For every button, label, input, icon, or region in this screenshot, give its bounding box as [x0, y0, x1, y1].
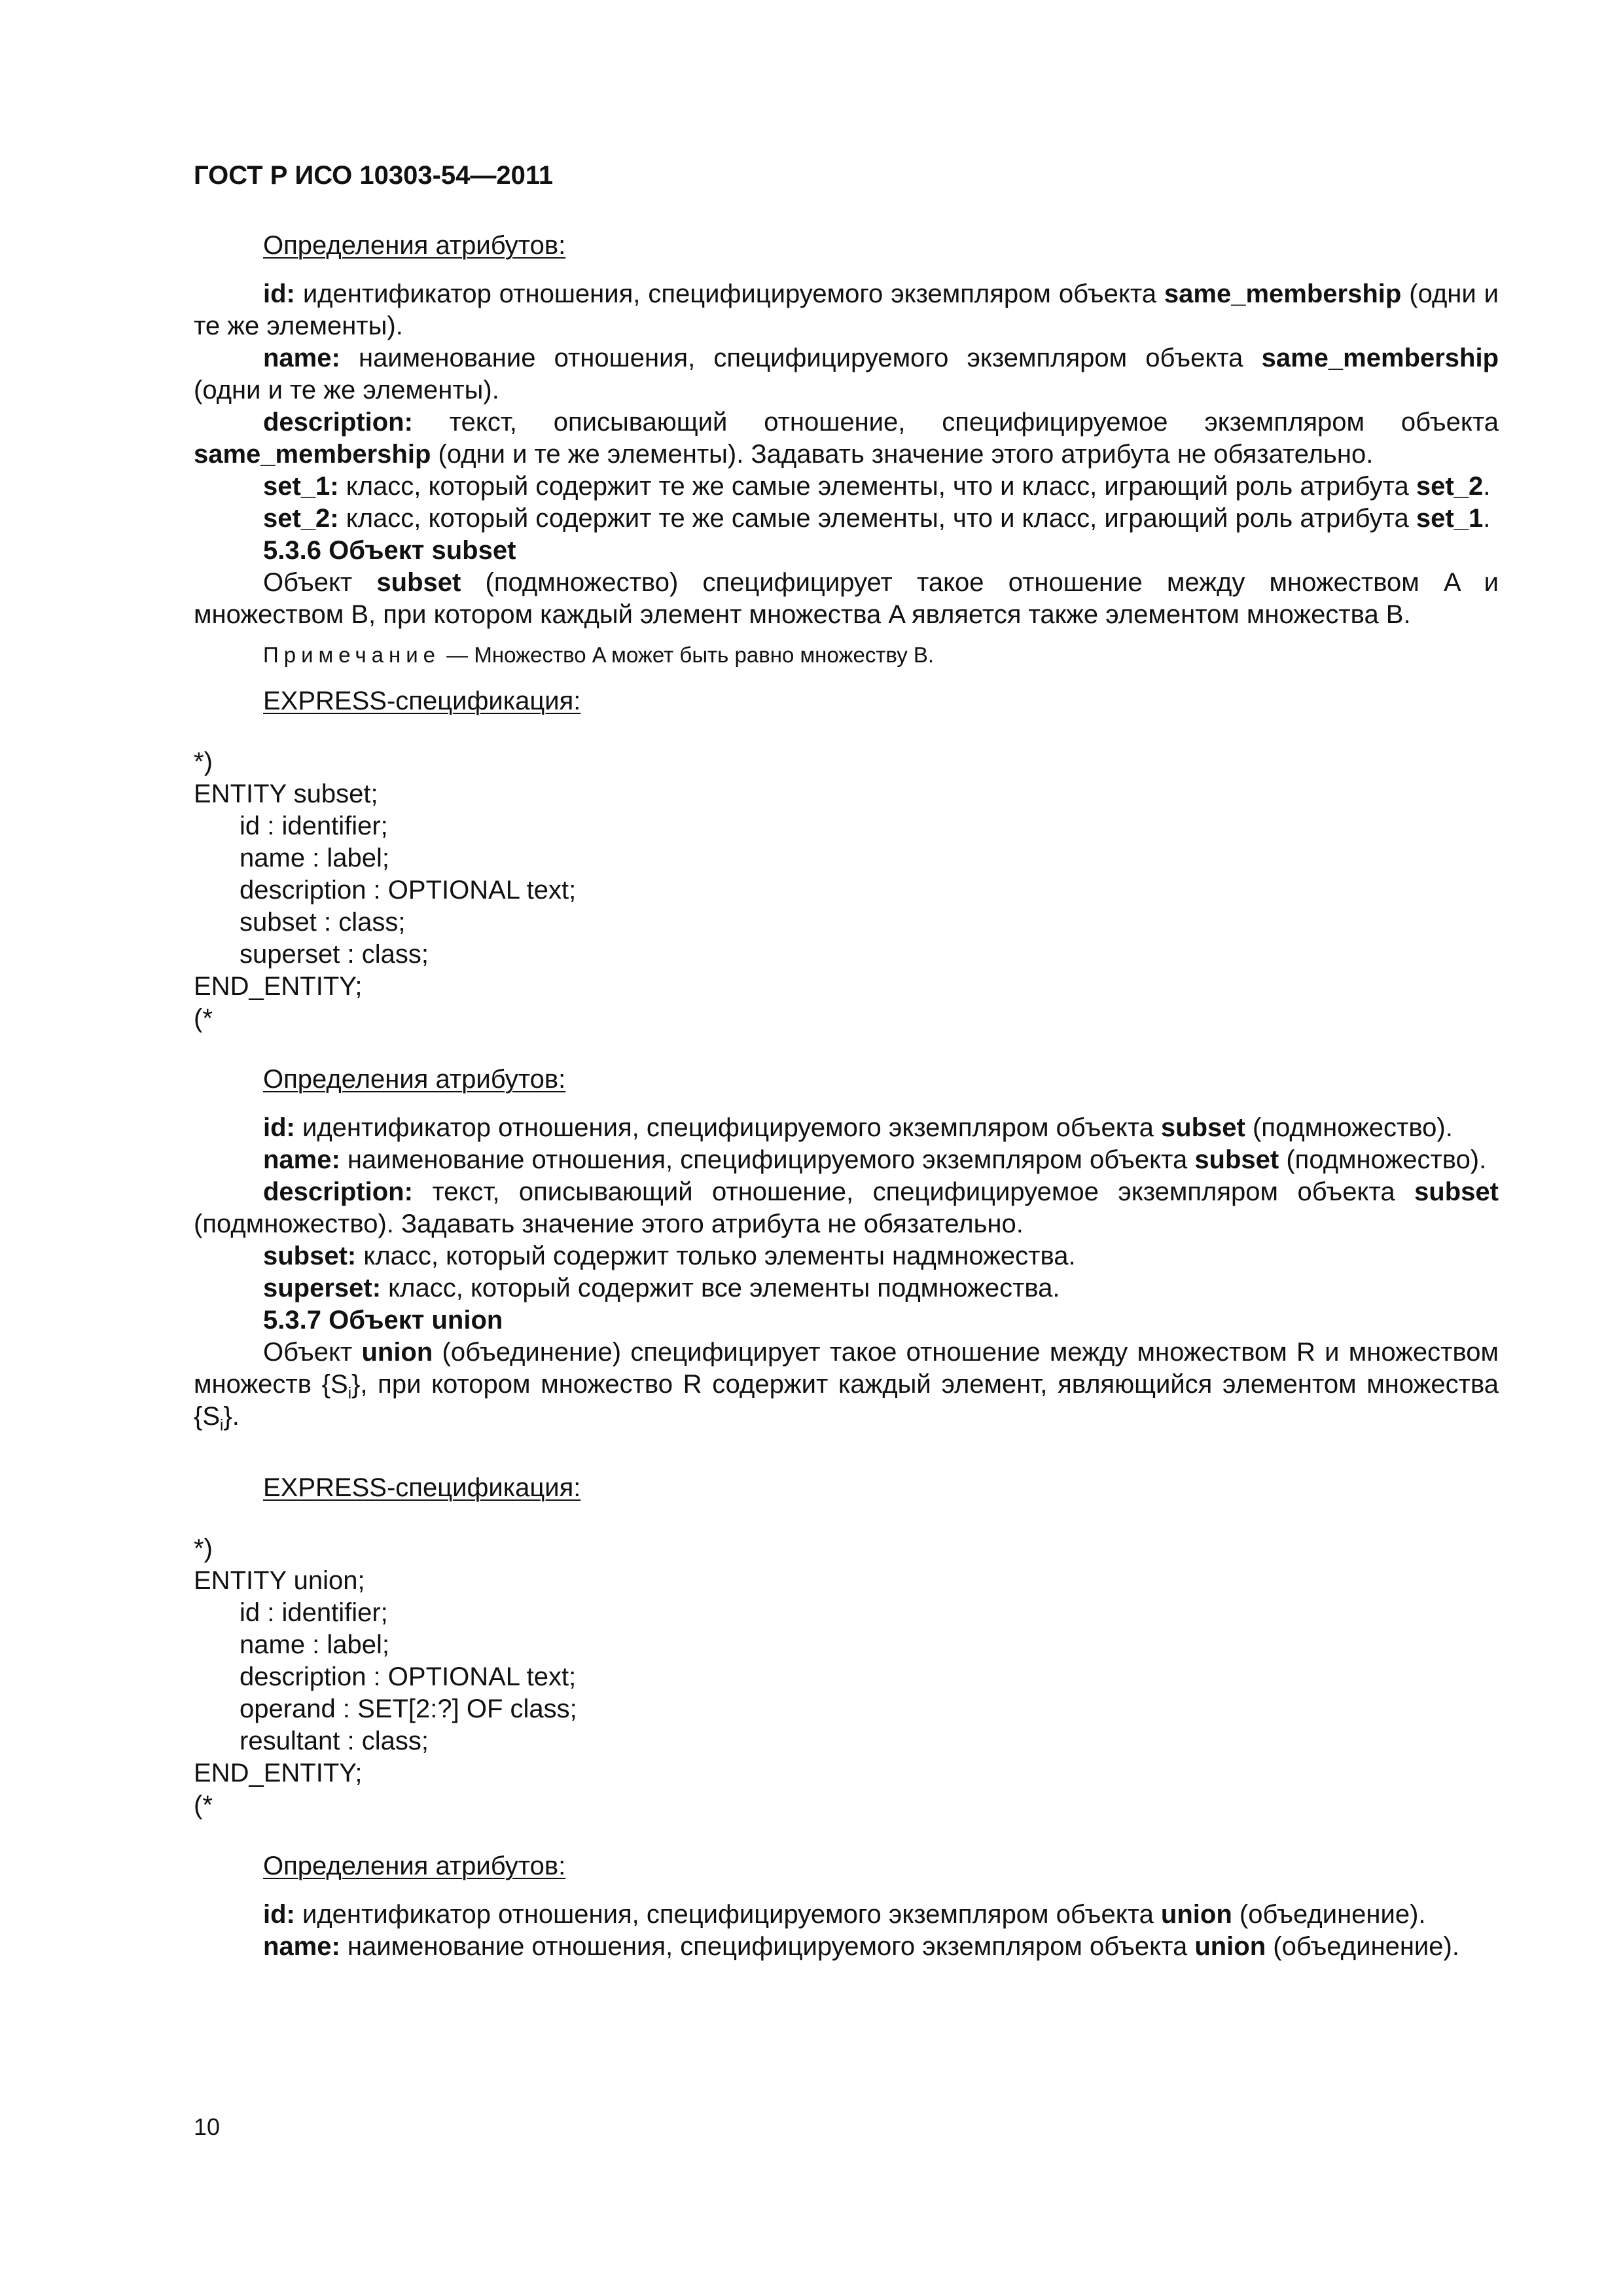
- definition-subset: subset: класс, который содержит только элементы надмножества.: [263, 1242, 1076, 1270]
- definition-id: id: идентификатор отношения, специфицируемого экземпляром объекта subset (подмножество).: [263, 1113, 1453, 1142]
- definition-superset: superset: класс, который содержит все элементы подмножества.: [263, 1274, 1060, 1302]
- definition-id: id: идентификатор отношения, специфицируемого экземпляром объекта same_membership (одни и те же элементы).: [194, 279, 1499, 340]
- page-body: [194, 230, 1499, 1963]
- attribute-definitions-heading: [194, 230, 1499, 262]
- code-line: description : OPTIONAL text;: [240, 1662, 577, 1691]
- attribute-definitions-heading: Определения атрибутов:: [263, 1852, 566, 1880]
- code-line: superset : class;: [240, 940, 429, 969]
- code-line: END_ENTITY;: [194, 972, 363, 1001]
- code-line: name : label;: [240, 1630, 390, 1659]
- code-line: ENTITY union;: [194, 1566, 365, 1595]
- note: [194, 641, 1499, 669]
- attribute-definitions-heading: Определения атрибутов:: [263, 1065, 566, 1094]
- code-line: subset : class;: [240, 908, 406, 937]
- express-code-subset: [194, 746, 1499, 1035]
- definition-name: name: наименование отношения, специфицируемого экземпляром объекта same_membership (одни и те же элементы).: [194, 344, 1499, 404]
- express-spec-heading: EXPRESS-спецификация:: [263, 1473, 581, 1502]
- note-label: Примечание: [263, 643, 441, 667]
- code-line: (*: [194, 1791, 213, 1820]
- page-number: 10: [194, 2113, 221, 2140]
- heading-text: Определения атрибутов:: [263, 231, 566, 260]
- code-line: id : identifier;: [240, 812, 388, 840]
- definition-set-1: set_1: класс, который содержит те же самые элементы, что и класс, играющий роль атрибута set_2.: [263, 472, 1491, 501]
- code-line: END_ENTITY;: [194, 1759, 363, 1787]
- code-line: *): [194, 1534, 213, 1563]
- definition-description: description: текст, описывающий отношение, специфицируемое экземпляром объекта same_membership (одни и те же элементы). Задавать значение этого атрибута не обязательно.: [194, 408, 1499, 469]
- code-line: id : identifier;: [240, 1598, 388, 1627]
- section-heading-union: 5.3.7 Объект union: [263, 1306, 503, 1335]
- code-line: operand : SET[2:?] OF class;: [240, 1695, 577, 1723]
- definition-description: description: текст, описывающий отношение, специфицируемое экземпляром объекта subset (подмножество). Задавать значение этого атрибута не обязательно.: [194, 1177, 1499, 1238]
- standard-designation: ГОСТ Р ИСО 10303-54—2011: [194, 161, 554, 190]
- express-code-union: [194, 1533, 1499, 1821]
- express-spec-heading: EXPRESS-спецификация:: [263, 687, 581, 715]
- document-page: [194, 0, 1499, 2296]
- code-line: (*: [194, 1004, 213, 1033]
- code-line: name : label;: [240, 844, 390, 872]
- code-line: *): [194, 747, 213, 776]
- union-intro: Объект union (объединение) специфицирует такое отношение между множеством R и множеством множеств $\{S_i\}$, при котором множество R содержит каждый элемент, являющийся элементом множества $\{S_i\}$.: [194, 1338, 1499, 1435]
- section-heading-subset: 5.3.6 Объект subset: [263, 536, 516, 565]
- code-line: description : OPTIONAL text;: [240, 876, 577, 905]
- definition-set-2: set_2: класс, который содержит те же самые элементы, что и класс, играющий роль атрибута set_1.: [263, 504, 1491, 533]
- code-line: ENTITY subset;: [194, 780, 378, 808]
- note-text: — Множество A может быть равно множеству B.: [440, 643, 935, 667]
- definition-name: name: наименование отношения, специфицируемого экземпляром объекта union (объединение).: [263, 1932, 1459, 1961]
- definition-name: name: наименование отношения, специфицируемого экземпляром объекта subset (подмножество).: [263, 1145, 1487, 1174]
- definition-id: id: идентификатор отношения, специфицируемого экземпляром объекта union (объединение).: [263, 1900, 1426, 1929]
- code-line: resultant : class;: [240, 1727, 429, 1755]
- subset-intro: Объект subset (подмножество) специфицирует такое отношение между множеством A и множеством B, при котором каждый элемент множества A является также элементом множества B.: [194, 568, 1499, 629]
